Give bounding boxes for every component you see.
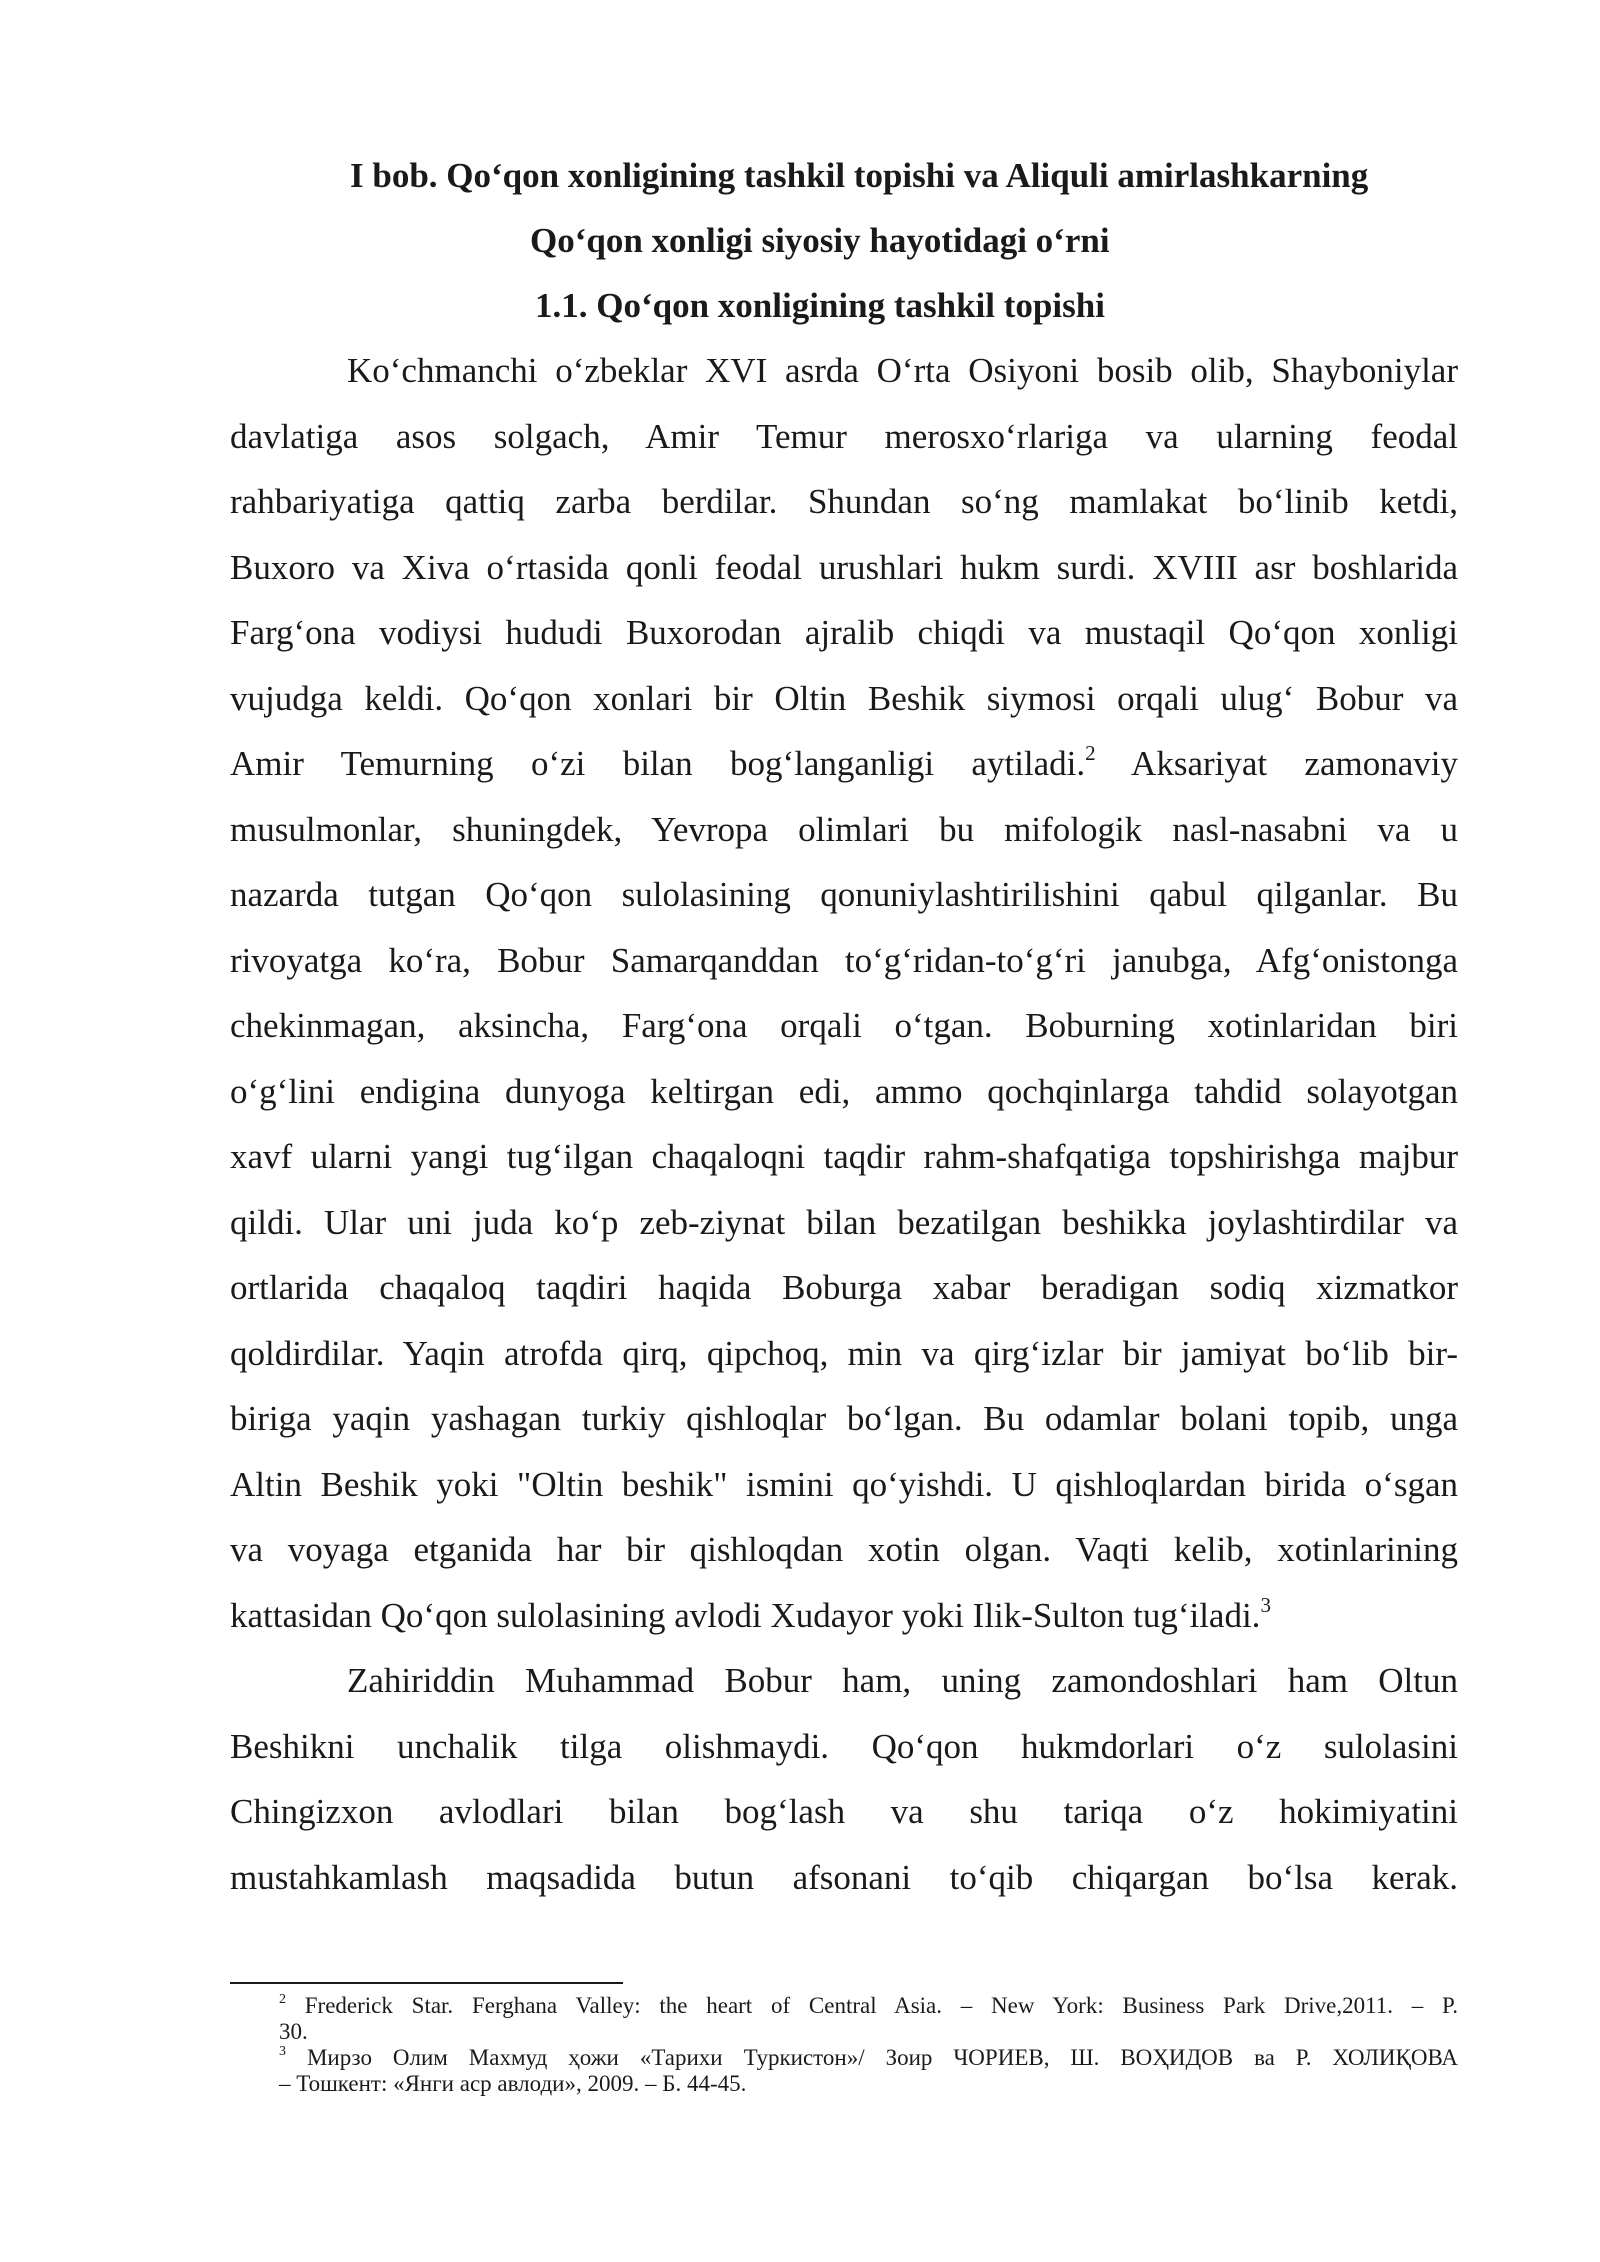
paragraph-1-line: rahbariyatiga qattiq zarba berdilar. Shundan so‘ng mamlakat bo‘linib ketdi, [230, 482, 1458, 521]
line-text: Aksariyat zamonaviy [1095, 744, 1458, 783]
body-text [230, 338, 1458, 1910]
section-title: 1.1. Qo‘qon xonligining tashkil topishi [535, 286, 1105, 325]
paragraph-2-line: Beshikni unchalik tilga olishmaydi. Qo‘qon hukmdorlari o‘z sulolasini [230, 1726, 1458, 1766]
paragraph-1-line: davlatiga asos solgach, Amir Temur merosxo‘rlariga va ularning feodal [230, 416, 1458, 456]
footnote-3 [279, 2045, 1458, 2071]
paragraph-1-line: vujudga keldi. Qo‘qon xonlari bir Oltin Beshik siymosi orqali ulug‘ Bobur va [230, 678, 1458, 718]
paragraph-2-line: Zahiriddin Muhammad Bobur ham, uning zamondoshlari ham Oltun [347, 1661, 1458, 1700]
footnote-separator [230, 1982, 623, 1984]
paragraph-2-line: Chingizxon avlodlari bilan bog‘lash va shu tariqa o‘z hokimiyatini [230, 1792, 1458, 1831]
paragraph-1-last-line [230, 1583, 1458, 1649]
chapter-title-line-1: I bob. Qo‘qon xonligining tashkil topishi va Aliquli amirlashkarning [350, 156, 1369, 195]
paragraph-1-line: xavf ularni yangi tug‘ilgan chaqaloqni taqdir rahm-shafqatiga topshirishga majbur [230, 1137, 1458, 1176]
paragraph-1-line: o‘g‘lini endigina dunyoga keltirgan edi, ammo qochqinlarga tahdid solayotgan [230, 1071, 1458, 1111]
footnote-3-continuation: – Тошкент: «Янги аср авлоди», 2009. – Б. 44-45. [279, 2071, 747, 2096]
line-text: Amir Temurning o‘zi bilan bog‘langanligi aytiladi. [230, 744, 1086, 783]
footnote-2 [279, 1993, 1458, 2019]
footnotes [279, 1993, 1458, 2097]
chapter-title [230, 143, 1458, 273]
paragraph-1-line: musulmonlar, shuningdek, Yevropa olimlari bu mifologik nasl-nasabni va u [230, 809, 1458, 849]
paragraph-1-line: rivoyatga ko‘ra, Bobur Samarqanddan to‘g‘ridan-to‘g‘ri janubga, Afg‘onistonga [230, 940, 1458, 980]
paragraph-2-line: mustahkamlash maqsadida butun afsonani to‘qib chiqargan bo‘lsa kerak. [230, 1857, 1458, 1897]
footnote-text: Frederick Star. Ferghana Valley: the heart of Central Asia. – New York: Business Park Drive,2011. – P. [286, 1993, 1458, 2018]
paragraph-1-line: qildi. Ular uni juda ko‘p zeb-ziynat bilan bezatilgan beshikka joylashtirdilar va [230, 1202, 1458, 1242]
paragraph-1-line: Buxoro va Xiva o‘rtasida qonli feodal urushlari hukm surdi. XVIII asr boshlarida [230, 547, 1458, 587]
line-text: kattasidan Qo‘qon sulolasining avlodi Xudayor yoki Ilik-Sulton tug‘iladi. [230, 1595, 1261, 1635]
footnote-ref-3[interactable]: 3 [1260, 1592, 1271, 1617]
footnote-ref-2[interactable]: 2 [1085, 741, 1096, 766]
paragraph-1-line: nazarda tutgan Qo‘qon sulolasining qonuniylashtirilishini qabul qilganlar. Bu [230, 875, 1458, 914]
footnote-number: 2 [279, 1992, 286, 2008]
paragraph-1-line-with-footnote [230, 731, 1458, 797]
paragraph-1-line: qoldirdilar. Yaqin atrofda qirq, qipchoq, min va qirg‘izlar bir jamiyat bo‘lib bir- [230, 1333, 1458, 1373]
paragraph-1-line: va voyaga etganida har bir qishloqdan xotin olgan. Vaqti kelib, xotinlarining [230, 1530, 1458, 1569]
footnote-text: Мирзо Олим Махмуд ҳожи «Тарихи Туркистон»/ Зоир ЧОРИЕВ, Ш. ВОҲИДОВ ва Р. ХОЛИҚОВА [286, 2045, 1458, 2070]
chapter-title-line-2: Qo‘qon xonligi siyosiy hayotidagi o‘rni [530, 221, 1110, 260]
paragraph-1-line: Farg‘ona vodiysi hududi Buxorodan ajralib chiqdi va mustaqil Qo‘qon xonligi [230, 613, 1458, 652]
paragraph-1-line: Ko‘chmanchi o‘zbeklar XVI asrda O‘rta Osiyoni bosib olib, Shayboniylar [347, 351, 1458, 390]
paragraph-1-line: chekinmagan, aksincha, Farg‘ona orqali o‘tgan. Boburning xotinlaridan biri [230, 1006, 1458, 1045]
footnote-number: 3 [279, 2044, 286, 2060]
paragraph-1-line: Altin Beshik yoki "Oltin beshik" ismini qo‘yishdi. U qishloqlardan birida o‘sgan [230, 1464, 1458, 1504]
footnote-2-continuation: 30. [279, 2019, 308, 2044]
paragraph-1-line: ortlarida chaqaloq taqdiri haqida Boburga xabar beradigan sodiq xizmatkor [230, 1268, 1458, 1307]
paragraph-1-line: biriga yaqin yashagan turkiy qishloqlar bo‘lgan. Bu odamlar bolani topib, unga [230, 1399, 1458, 1438]
